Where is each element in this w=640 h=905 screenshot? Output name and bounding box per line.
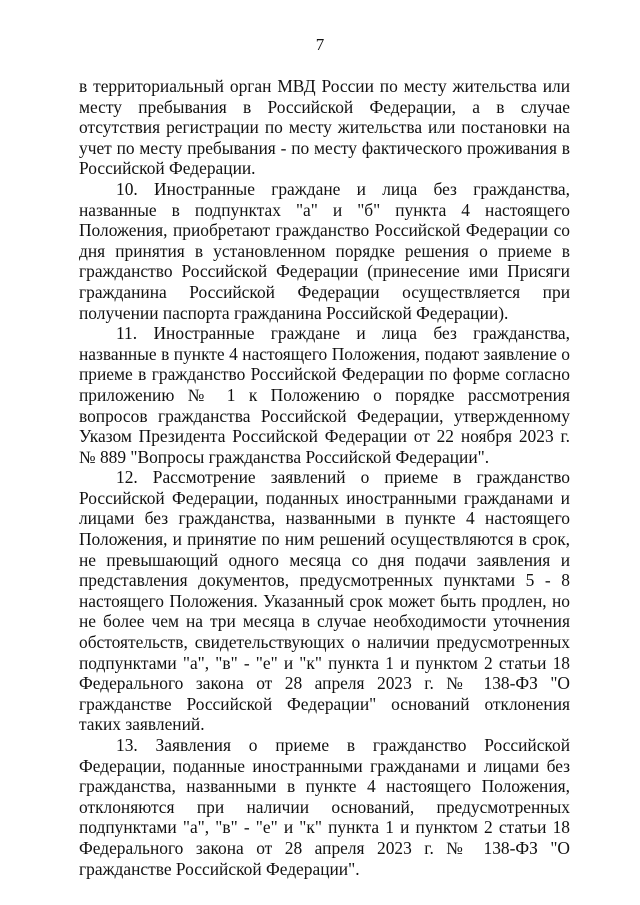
page-number: 7 — [315, 35, 325, 54]
paragraph-12: 12. Рассмотрение заявлений о приеме в гражданство Российской Федерации, поданных иностранными гражданами и лицами без гражданства, названными в пункте 4 настоящего Положения, и принятие по ним решений осуществляются в срок, не превышающий одного месяца со дня подачи заявления и представления документов, предусмотренных пунктами 5 - 8 настоящего Положения. Указанный срок может быть продлен, но не более чем на три месяца в случае необходимости уточнения обстоятельств, свидетельствующих о наличии предусмотренных подпунктами "а", "в" - "е" и "к" пункта 1 и пунктом 2 статьи 18 Федерального закона от 28 апреля 2023 г. № 138-ФЗ "О гражданстве Российской Федерации" оснований отклонения таких заявлений. — [79, 467, 570, 735]
paragraph-10: 10. Иностранные граждане и лица без гражданства, названные в подпунктах "а" и "б" пункта 4 настоящего Положения, приобретают гражданство Российской Федерации со дня принятия в установленном порядке решения о приеме в гражданство Российской Федерации (принесение ими Присяги гражданина Российской Федерации осуществляется при получении паспорта гражданина Российской Федерации). — [79, 178, 570, 323]
paragraph-continuation: в территориальный орган МВД России по месту жительства или месту пребывания в Российской Федерации, а в случае отсутствия регистрации по месту жительства или постановки на учет по месту пребывания - по месту фактического проживания в Российской Федерации. — [79, 76, 570, 179]
paragraph-11: 11. Иностранные граждане и лица без гражданства, названные в пункте 4 настоящего Положения, подают заявление о приеме в гражданство Российской Федерации по форме согласно приложению № 1 к Положению о порядке рассмотрения вопросов гражданства Российской Федерации, утвержденному Указом Президента Российской Федерации от 22 ноября 2023 г. № 889 "Вопросы гражданства Российской Федерации". — [79, 323, 570, 467]
document-body — [79, 76, 570, 879]
paragraph-13: 13. Заявления о приеме в гражданство Российской Федерации, поданные иностранными гражданами и лицами без гражданства, названными в пункте 4 настоящего Положения, отклоняются при наличии оснований, предусмотренных подпунктами "а", "в" - "е" и "к" пункта 1 и пунктом 2 статьи 18 Федерального закона от 28 апреля 2023 г. № 138-ФЗ "О гражданстве Российской Федерации". — [79, 735, 570, 879]
